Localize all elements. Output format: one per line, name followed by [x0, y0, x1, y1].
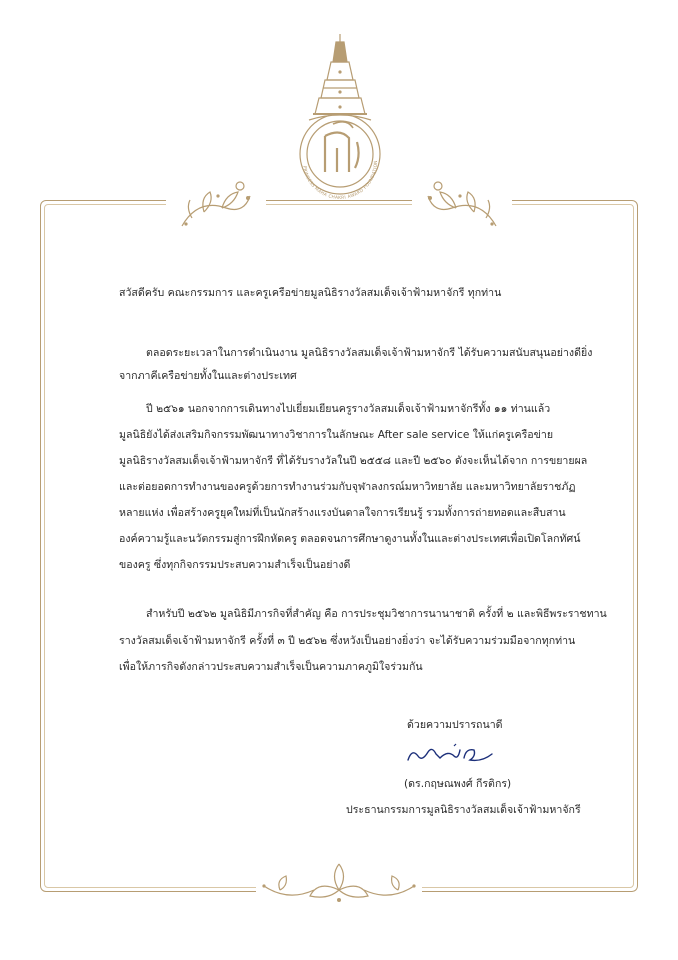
paragraph-line: ตลอดระยะเวลาในการดำเนินงาน มูลนิธิรางวัลสมเด็จเจ้าฟ้ามหาจักรี ได้รับความสนับสนุนอย่างดียิ่ง	[146, 347, 593, 359]
paragraph-line: สำหรับปี ๒๕๖๒ มูลนิธิมีภารกิจที่สำคัญ คือ การประชุมวิชาการนานาชาติ ครั้งที่ ๒ และพิธีพระราชทาน	[146, 608, 607, 620]
paragraph-line: และต่อยอดการทำงานของครูด้วยการทำงานร่วมกับจุฬาลงกรณ์มหาวิทยาลัย และมหาวิทยาลัยราชภัฏ	[119, 481, 576, 493]
paragraph-line: ปี ๒๕๖๑ นอกจากการเดินทางไปเยี่ยมเยียนครูรางวัลสมเด็จเจ้าฟ้ามหาจักรีทั้ง ๑๑ ท่านแล้ว	[146, 403, 551, 415]
paragraph-line: องค์ความรู้และนวัตกรรมสู่การฝึกหัดครู ตลอดจนการศึกษาดูงานทั้งในและต่างประเทศเพื่อเปิดโลกทัศน์	[119, 533, 581, 545]
signature	[402, 740, 498, 768]
paragraph-line: เพื่อให้ภารกิจดังกล่าวประสบความสำเร็จเป็นความภาคภูมิใจร่วมกัน	[119, 661, 423, 673]
paragraph-line: จากภาคีเครือข่ายทั้งในและต่างประเทศ	[119, 370, 297, 382]
letter-signer: (ดร.กฤษณพงศ์ กีรติกร)	[404, 778, 512, 790]
letter-frame-inner	[44, 204, 634, 888]
paragraph-line: หลายแห่ง เพื่อสร้างครูยุคใหม่ที่เป็นนักสร้างแรงบันดาลใจการเรียนรู้ รวมทั้งการถ่ายทอดและสืบสาน	[119, 507, 566, 519]
floral-ornament-icon	[258, 856, 420, 910]
letter-greeting: สวัสดีครับ คณะกรรมการ และครูเครือข่ายมูลนิธิรางวัลสมเด็จเจ้าฟ้ามหาจักรี ทุกท่าน	[119, 287, 502, 299]
royal-crown-monogram-icon	[289, 32, 391, 204]
paragraph-line: มูลนิธิรางวัลสมเด็จเจ้าฟ้ามหาจักรี ที่ได้รับรางวัลในปี ๒๕๕๘ และปี ๒๕๖๐ ดังจะเห็นได้จาก การขยายผล	[119, 455, 588, 467]
letter-closing: ด้วยความปรารถนาดี	[407, 719, 503, 731]
paragraph-line: รางวัลสมเด็จเจ้าฟ้ามหาจักรี ครั้งที่ ๓ ปี ๒๕๖๒ ซึ่งหวังเป็นอย่างยิ่งว่า จะได้รับความร่วมมือจากทุกท่าน	[119, 635, 576, 647]
paragraph-line: มูลนิธิยังได้ส่งเสริมกิจกรรมพัฒนาทางวิชาการในลักษณะ After sale service ให้แก่ครูเครือข่าย	[119, 429, 554, 441]
paragraph-line: ของครู ซึ่งทุกกิจกรรมประสบความสำเร็จเป็นอย่างดี	[119, 559, 351, 571]
emblem-ring-text: PRINCESS MAHA CHAKRI AWARD FOUNDATION	[301, 160, 380, 202]
floral-ornament-icon	[424, 178, 500, 230]
floral-ornament-icon	[178, 178, 254, 230]
svg-text:PRINCESS MAHA CHAKRI AWARD FOU	[301, 160, 379, 201]
letter-position: ประธานกรรมการมูลนิธิรางวัลสมเด็จเจ้าฟ้ามหาจักรี	[346, 804, 581, 816]
